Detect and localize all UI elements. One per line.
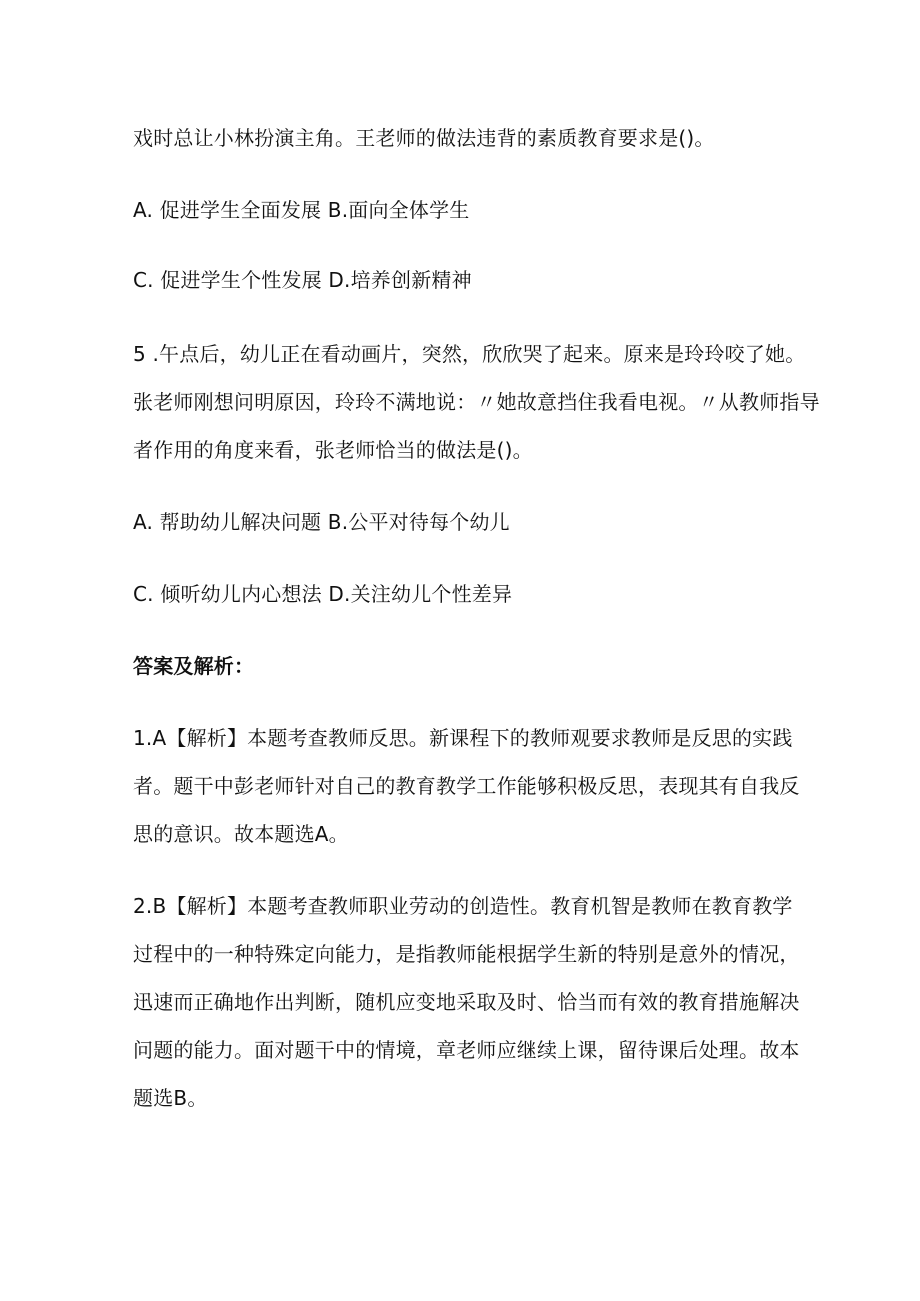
question-4-stem-tail: 戏时总让小林扮演主角。王老师的做法违背的素质教育要求是()。 (133, 126, 715, 150)
question-5-options-cd: C. 倾听幼儿内心想法 D.关注幼儿个性差异 (133, 582, 513, 606)
question-5-stem-line-1: 5 .午点后，幼儿正在看动画片，突然，欣欣哭了起来。原来是玲玲咬了她。 (133, 342, 806, 366)
question-4-options-cd: C. 促进学生个性发展 D.培养创新精神 (133, 268, 472, 292)
answer-2-line-3: 迅速而正确地作出判断，随机应变地采取及时、恰当而有效的教育措施解决 (133, 990, 800, 1014)
answer-2-line-1: 2.B【解析】本题考查教师职业劳动的创造性。教育机智是教师在教育教学 (133, 894, 793, 918)
question-5-stem-line-3: 者作用的角度来看，张老师恰当的做法是()。 (133, 438, 533, 462)
question-4-options-ab: A. 促进学生全面发展 B.面向全体学生 (133, 198, 470, 222)
answer-1-line-3: 思的意识。故本题选A。 (133, 822, 349, 846)
answer-2-line-2: 过程中的一种特殊定向能力，是指教师能根据学生新的特别是意外的情况， (133, 942, 800, 966)
answers-heading: 答案及解析： (133, 654, 255, 678)
answer-1-line-2: 者。题干中彭老师针对自己的教育教学工作能够积极反思，表现其有自我反 (133, 774, 800, 798)
answer-1-line-1: 1.A【解析】本题考查教师反思。新课程下的教师观要求教师是反思的实践 (133, 726, 793, 750)
question-5-stem-line-2: 张老师刚想问明原因，玲玲不满地说：〃她故意挡住我看电视。〃从教师指导 (133, 390, 820, 414)
question-5-options-ab: A. 帮助幼儿解决问题 B.公平对待每个幼儿 (133, 510, 510, 534)
answer-2-line-4: 问题的能力。面对题干中的情境，章老师应继续上课，留待课后处理。故本 (133, 1038, 800, 1062)
answer-2-line-5: 题选B。 (133, 1086, 208, 1110)
